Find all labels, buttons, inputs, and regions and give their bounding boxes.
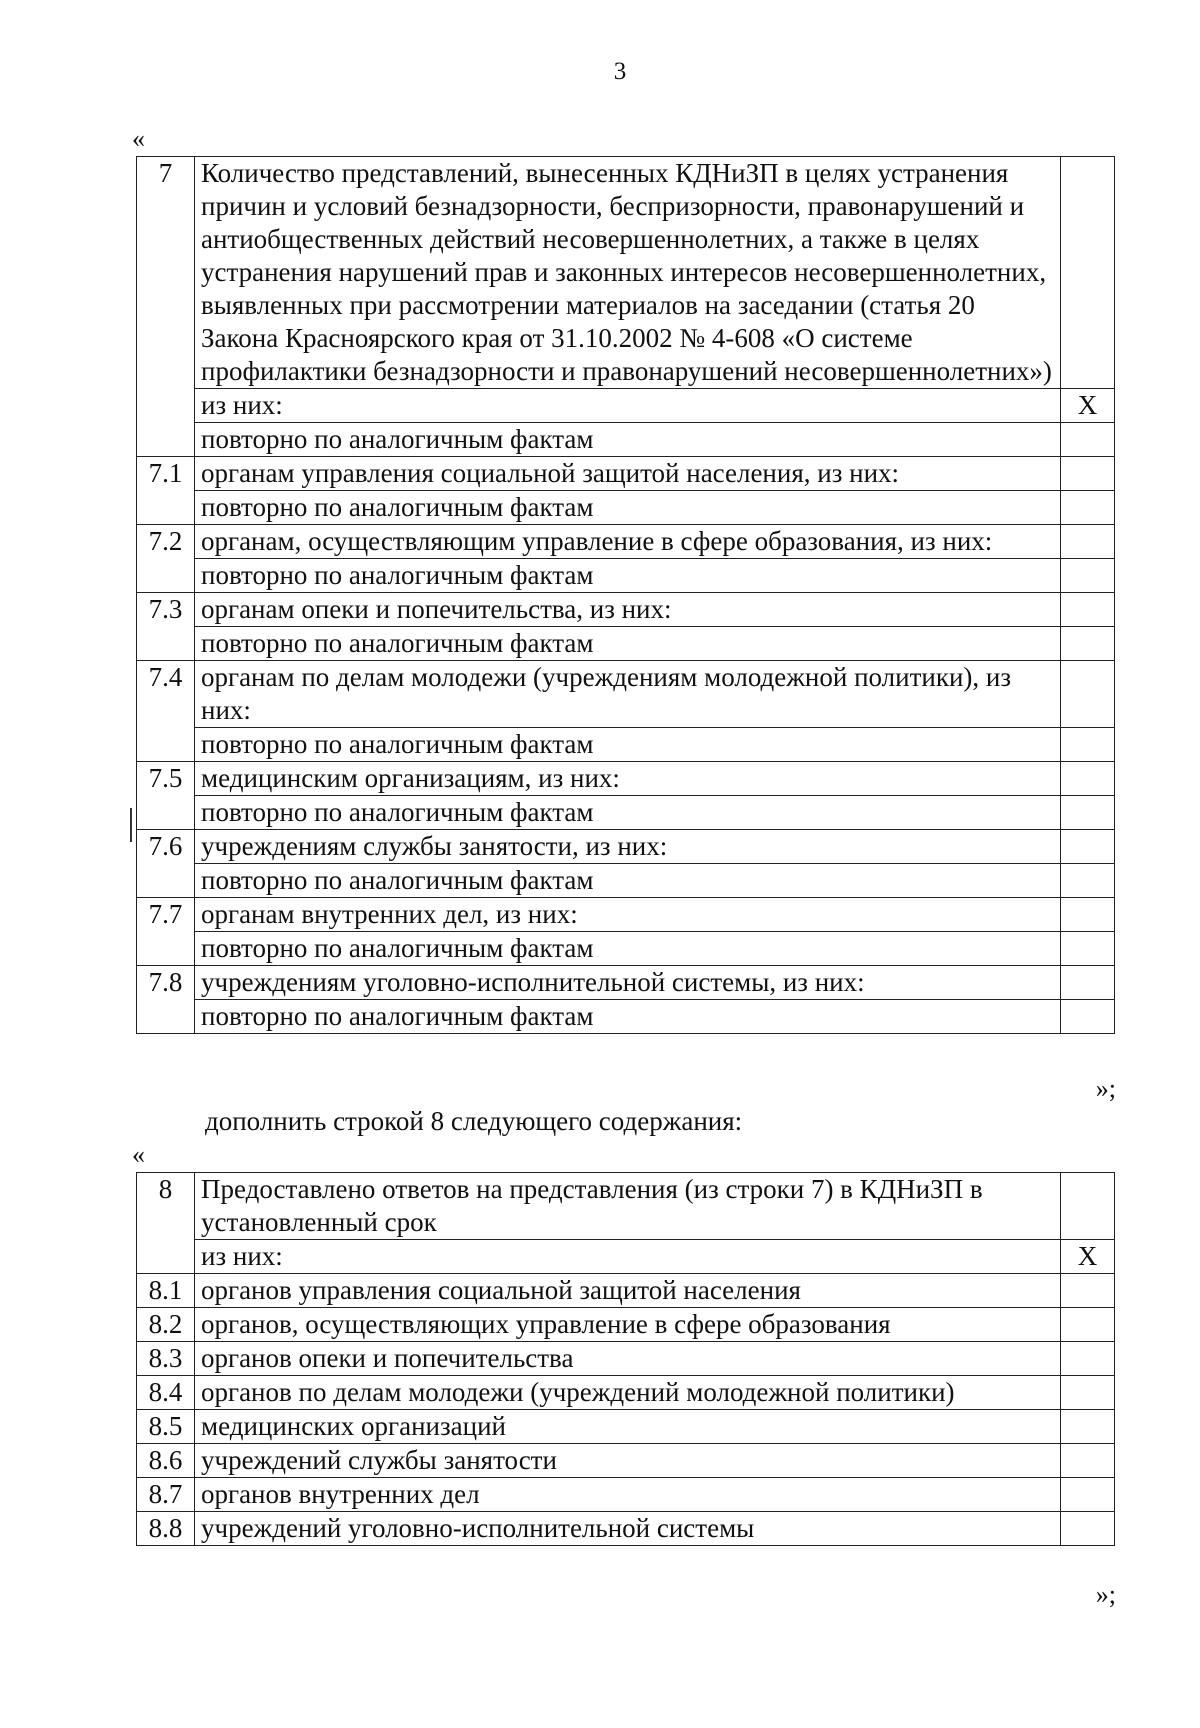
table-row: [137, 661, 1115, 728]
table-row: [137, 728, 1115, 762]
table-row: [137, 898, 1115, 932]
row-label-cell: учреждений службы занятости: [195, 1444, 1061, 1478]
table-row: [137, 157, 1115, 389]
row-value-cell: [1061, 593, 1115, 627]
table-row: [137, 932, 1115, 966]
table-row: [137, 559, 1115, 593]
row-number-cell: 7.8: [137, 966, 195, 1034]
row-value-cell: [1061, 864, 1115, 898]
table-row: [137, 762, 1115, 796]
row-value-cell: [1061, 627, 1115, 661]
row-number-cell: 7.3: [137, 593, 195, 661]
table-row: [137, 1308, 1115, 1342]
row-value-cell: [1061, 491, 1115, 525]
row-value-cell: [1061, 1274, 1115, 1308]
opening-quote-table-7: «: [132, 124, 145, 153]
row-number-cell: 8.3: [137, 1342, 195, 1376]
row-label-cell: учреждениям уголовно-исполнительной системы, из них:: [195, 966, 1061, 1000]
table-row: [137, 1512, 1115, 1546]
table-8-body: [137, 1173, 1115, 1546]
row-value-cell: [1061, 1376, 1115, 1410]
row-label-cell: медицинским организациям, из них:: [195, 762, 1061, 796]
row-number-cell: 8: [137, 1173, 195, 1274]
table-row: [137, 423, 1115, 457]
insert-instruction-text: дополнить строкой 8 следующего содержания:: [205, 1106, 743, 1136]
row-label-cell: органов опеки и попечительства: [195, 1342, 1061, 1376]
table-row: [137, 627, 1115, 661]
table-row: [137, 1240, 1115, 1274]
row-label-cell: органов управления социальной защитой населения: [195, 1274, 1061, 1308]
table-row: [137, 1173, 1115, 1240]
table-row: [137, 830, 1115, 864]
row-value-cell: [1061, 457, 1115, 491]
row-label-cell: учреждений уголовно-исполнительной системы: [195, 1512, 1061, 1546]
row-value-cell: [1061, 1410, 1115, 1444]
table-row: [137, 966, 1115, 1000]
row-label-cell: из них:: [195, 1240, 1061, 1274]
row-label-cell: органам внутренних дел, из них:: [195, 898, 1061, 932]
row-number-cell: 7.5: [137, 762, 195, 830]
row-label-cell: повторно по аналогичным фактам: [195, 559, 1061, 593]
row-value-cell: [1061, 898, 1115, 932]
table-row: [137, 1000, 1115, 1034]
row-value-cell: [1061, 1444, 1115, 1478]
opening-quote-table-8: «: [132, 1140, 145, 1169]
row-label-cell: органам, осуществляющим управление в сфере образования, из них:: [195, 525, 1061, 559]
row-label-cell: повторно по аналогичным фактам: [195, 728, 1061, 762]
table-row: [137, 1410, 1115, 1444]
row-number-cell: 7.7: [137, 898, 195, 966]
row-value-cell: [1061, 1308, 1115, 1342]
row-label-cell: органам управления социальной защитой населения, из них:: [195, 457, 1061, 491]
row-label-cell: медицинских организаций: [195, 1410, 1061, 1444]
row-value-cell: [1061, 796, 1115, 830]
row-label-cell: повторно по аналогичным фактам: [195, 796, 1061, 830]
row-number-cell: 8.7: [137, 1478, 195, 1512]
table-row: [137, 457, 1115, 491]
row-label-cell: повторно по аналогичным фактам: [195, 491, 1061, 525]
row-number-cell: 8.1: [137, 1274, 195, 1308]
page-number: 3: [613, 58, 627, 85]
row-value-cell: [1061, 423, 1115, 457]
row-number-cell: 7.4: [137, 661, 195, 762]
row-value-cell: [1061, 728, 1115, 762]
table-row: [137, 1376, 1115, 1410]
table-row: [137, 864, 1115, 898]
row-label-cell: органам опеки и попечительства, из них:: [195, 593, 1061, 627]
row-value-cell: [1061, 1342, 1115, 1376]
row-label-cell: Количество представлений, вынесенных КДНиЗП в целях устранения причин и условий безнадзорности, беспризорности, правонарушений и антиобщественных действий несовершеннолетних, а также в целях устранения нарушений прав и законных интересов несовершеннолетних, выявленных при рассмотрении материалов на заседании (статья 20 Закона Красноярского края от 31.10.2002 № 4-608 «О системе профилактики безнадзорности и правонарушений несовершеннолетних»): [195, 157, 1061, 389]
row-value-cell: [1061, 932, 1115, 966]
row-label-cell: учреждениям службы занятости, из них:: [195, 830, 1061, 864]
row-label-cell: повторно по аналогичным фактам: [195, 864, 1061, 898]
table-row: [137, 1478, 1115, 1512]
row-label-cell: повторно по аналогичным фактам: [195, 1000, 1061, 1034]
row-number-cell: 8.5: [137, 1410, 195, 1444]
table-row: [137, 1342, 1115, 1376]
row-label-cell: повторно по аналогичным фактам: [195, 627, 1061, 661]
table-row: [137, 491, 1115, 525]
row-value-cell: [1061, 762, 1115, 796]
row-value-cell: [1061, 1173, 1115, 1240]
row-value-cell: [1061, 559, 1115, 593]
table-row: [137, 525, 1115, 559]
row-value-cell: [1061, 966, 1115, 1000]
table-row: [137, 1274, 1115, 1308]
table-7-body: [137, 157, 1115, 1034]
row-number-cell: 8.8: [137, 1512, 195, 1546]
row-label-cell: органов внутренних дел: [195, 1478, 1061, 1512]
closing-quote-table-7: »;: [1095, 1074, 1116, 1103]
row-number-cell: 7.6: [137, 830, 195, 898]
row-label-cell: органов по делам молодежи (учреждений молодежной политики): [195, 1376, 1061, 1410]
row-value-cell: X: [1061, 1240, 1115, 1274]
row-value-cell: [1061, 1512, 1115, 1546]
row-value-cell: [1061, 525, 1115, 559]
row-number-cell: 7.1: [137, 457, 195, 525]
row-value-cell: [1061, 1000, 1115, 1034]
row-label-cell: повторно по аналогичным фактам: [195, 932, 1061, 966]
row-number-cell: 7: [137, 157, 195, 457]
row-label-cell: органам по делам молодежи (учреждениям молодежной политики), из них:: [195, 661, 1061, 728]
row-value-cell: [1061, 1478, 1115, 1512]
row-label-cell: повторно по аналогичным фактам: [195, 423, 1061, 457]
row-value-cell: [1061, 830, 1115, 864]
row-value-cell: X: [1061, 389, 1115, 423]
table-row-8: [136, 1172, 1115, 1546]
row-label-cell: из них:: [195, 389, 1061, 423]
table-row: [137, 796, 1115, 830]
row-number-cell: 8.2: [137, 1308, 195, 1342]
row-value-cell: [1061, 157, 1115, 389]
row-value-cell: [1061, 661, 1115, 728]
table-row-7: [136, 156, 1115, 1034]
closing-quote-table-8: »;: [1095, 1580, 1116, 1609]
table-row: [137, 389, 1115, 423]
table-row: [137, 593, 1115, 627]
row-label-cell: Предоставлено ответов на представления (из строки 7) в КДНиЗП в установленный срок: [195, 1173, 1061, 1240]
table-row: [137, 1444, 1115, 1478]
row-label-cell: органов, осуществляющих управление в сфере образования: [195, 1308, 1061, 1342]
row-number-cell: 8.4: [137, 1376, 195, 1410]
row-number-cell: 7.2: [137, 525, 195, 593]
row-number-cell: 8.6: [137, 1444, 195, 1478]
margin-tick-mark: [130, 808, 132, 842]
